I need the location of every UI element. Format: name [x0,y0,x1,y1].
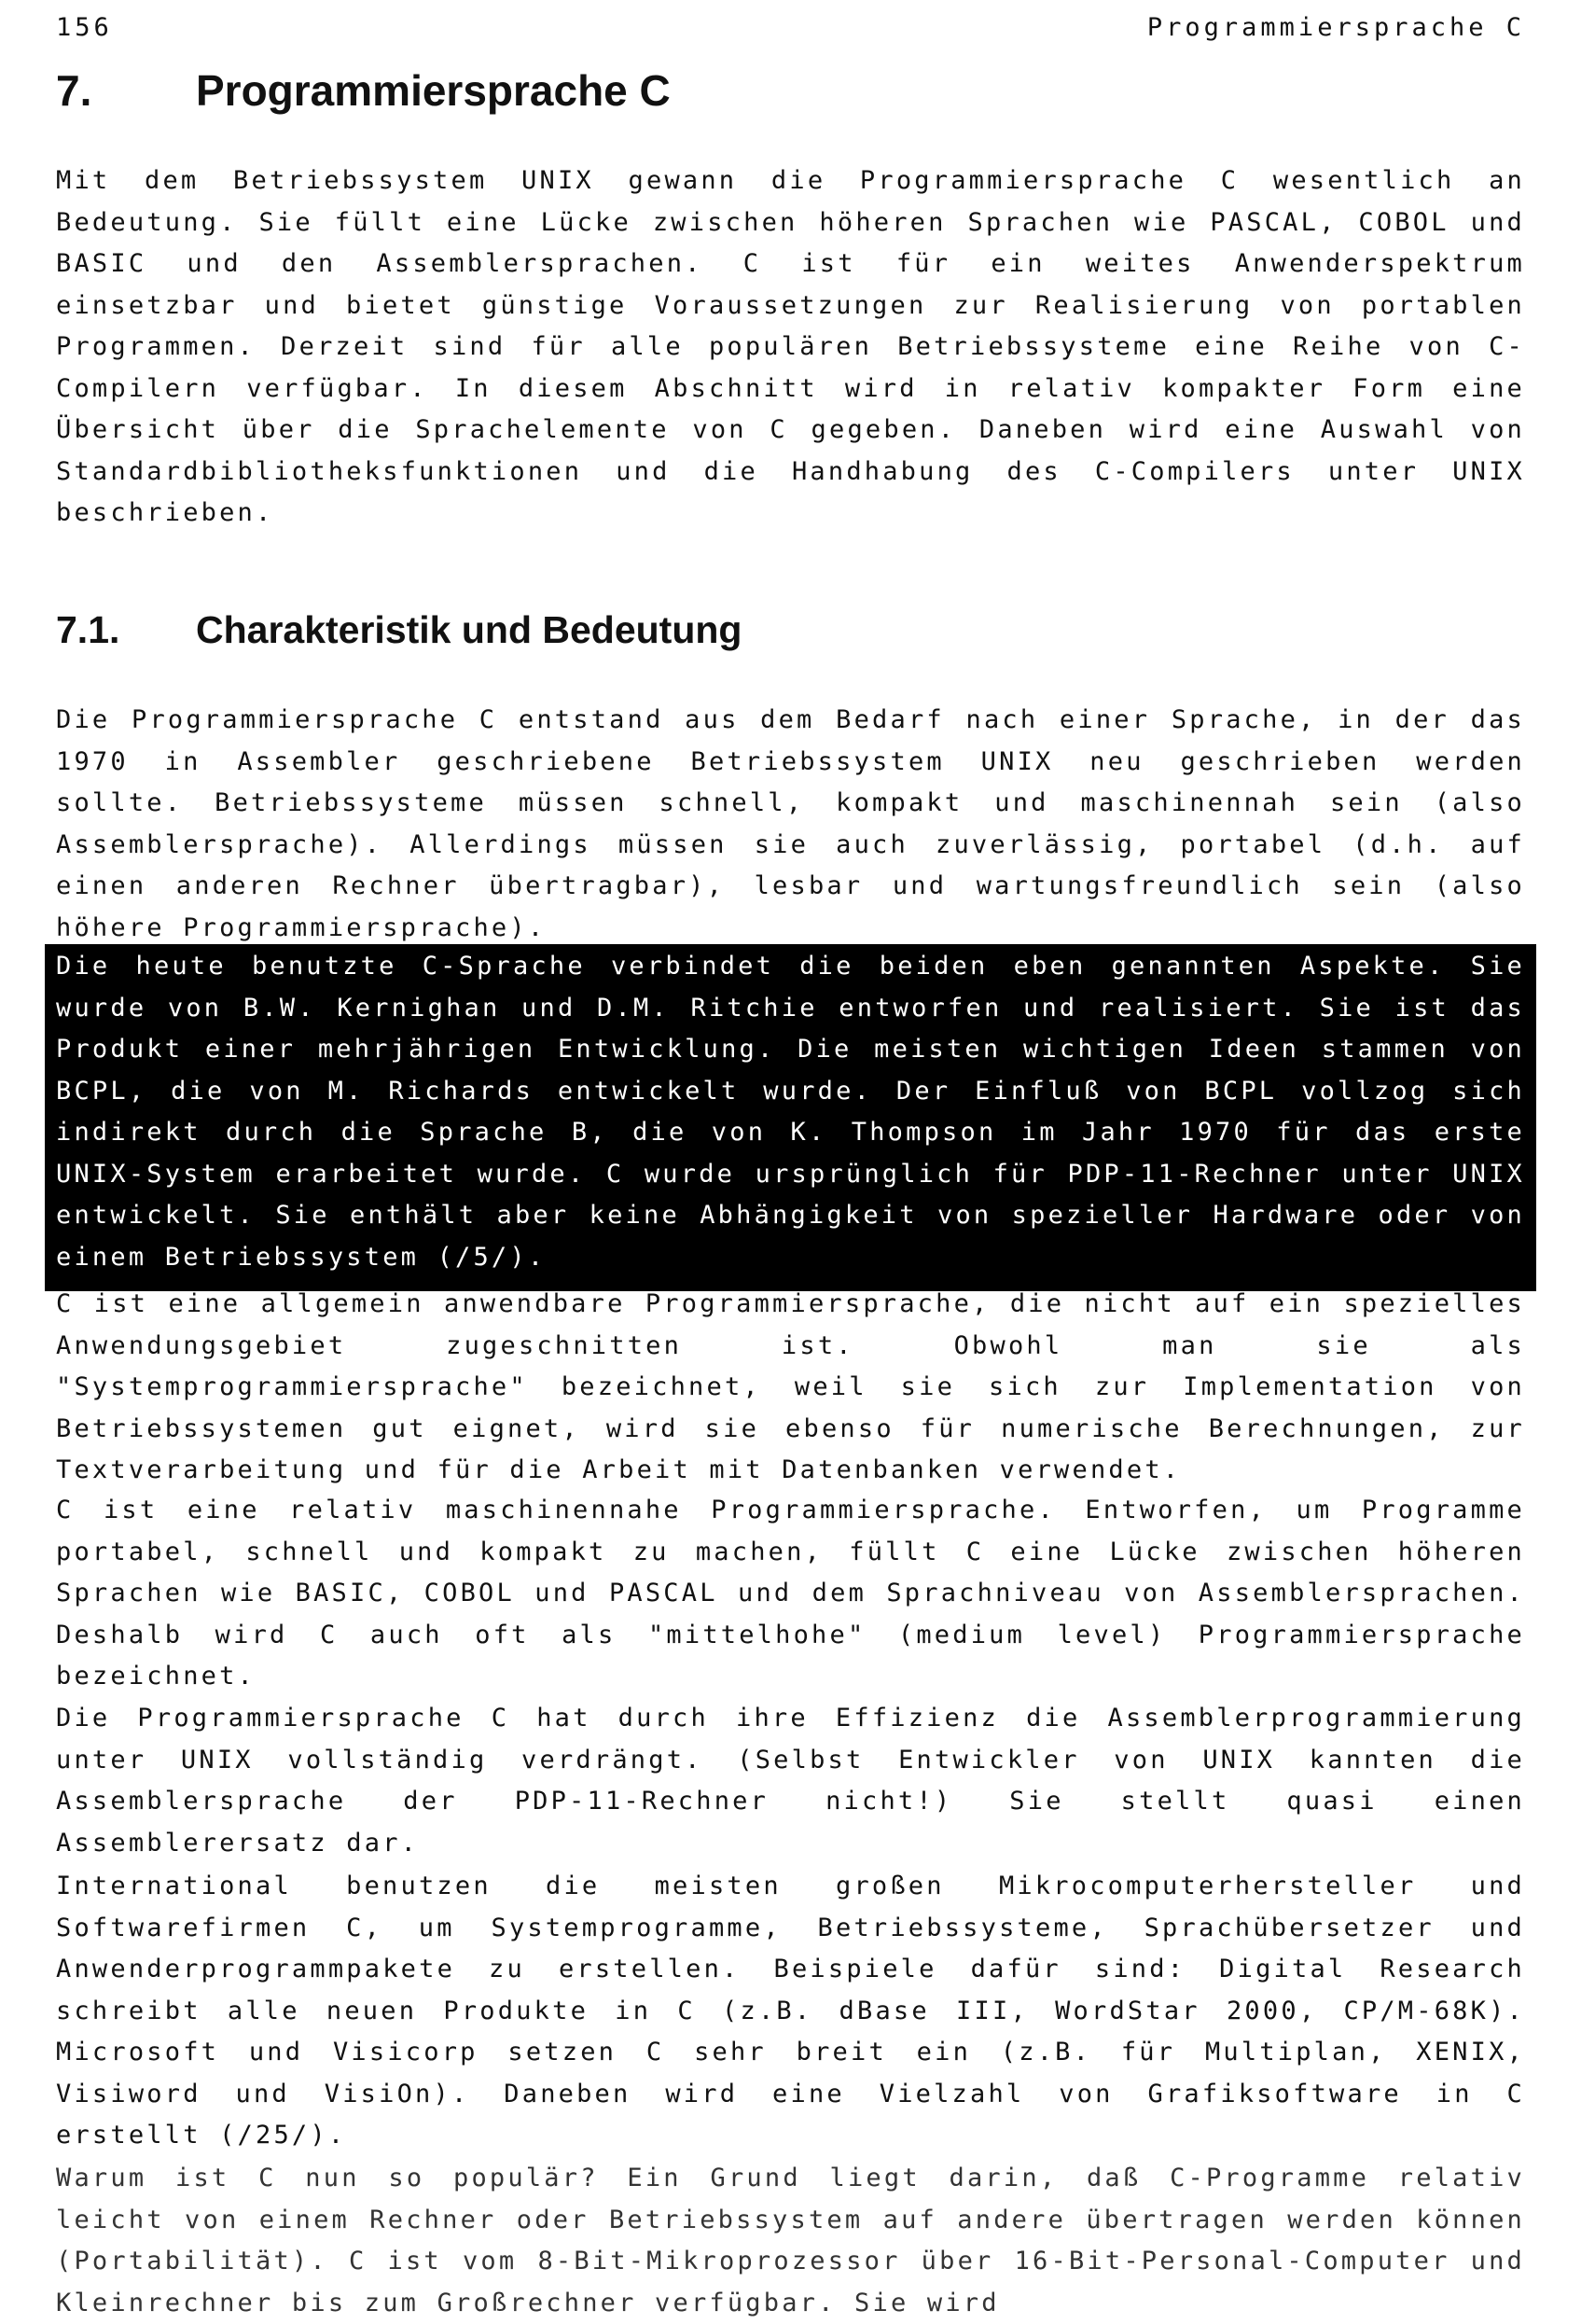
page-number: 156 [56,13,113,42]
section-paragraph-portability: Warum ist C nun so populär? Ein Grund liegt darin, daß C-Programme relativ leicht von einem Rechner oder Betriebssystem auf andere übertragen werden können (Portabilität). C ist vom 8-Bit-Mikroprozessor über 16-Bit-Personal-Computer und Kleinrechner bis zum Großrechner verfügbar. Sie wird [56,2164,1525,2317]
section-title: Charakteristik und Bedeutung [196,608,742,651]
running-header [56,13,1525,50]
section-paragraph-origin: Die Programmiersprache C entstand aus dem Bedarf nach einer Sprache, in der das 1970 in Assembler geschriebene Betriebssystem UNIX neu geschrieben werden sollte. Betriebssysteme müssen schnell, kompakt und maschinennah sein (also Assemblersprache). Allerdings müssen sie auch zuverlässig, portabel (d.h. auf einen anderen Rechner übertragbar), lesbar und wartungsfreundlich sein (also höhere Programmiersprache). [56,705,1525,942]
section-paragraph-machine-near: C ist eine relativ maschinennahe Programmiersprache. Entworfen, um Programme portabel, schnell und kompakt zu machen, füllt C eine Lücke zwischen höheren Sprachen wie BASIC, COBOL und PASCAL und dem Sprachniveau von Assemblersprachen. Deshalb wird C auch oft als "mittelhohe" (medium level) Programmiersprache bezeichnet. [56,1496,1525,1691]
chapter-heading [56,65,671,116]
section-number: 7.1. [56,608,120,651]
section-paragraph-highlighted: Die heute benutzte C-Sprache verbindet die beiden eben genannten Aspekte. Sie wurde von B.W. Kernighan und D.M. Ritchie entworfen und realisiert. Sie ist das Produkt einer mehrjährigen Entwicklung. Die meisten wichtigen Ideen stammen von BCPL, die von M. Richards entwickelt wurde. Der Einfluß von BCPL vollzog sich indirekt durch die Sprache B, die von K. Thompson im Jahr 1970 für das erste UNIX-System erarbeitet wurde. C wurde ursprünglich für PDP-11-Rechner unter UNIX entwickelt. Sie enthält aber keine Abhängigkeit von spezieller Hardware oder von einem Betriebssystem (/5/). [45,944,1536,1291]
section-paragraph-general-purpose: C ist eine allgemein anwendbare Programmiersprache, die nicht auf ein spezielles Anwendungsgebiet zugeschnitten ist. Obwohl man sie als "Systemprogrammiersprache" bezeichnet, weil sie sich zur Implementation von Betriebssystemen gut eignet, wird sie ebenso für numerische Berechnungen, zur Textverarbeitung und für die Arbeit mit Datenbanken verwendet. [56,1289,1525,1484]
section-paragraph-assembler: Die Programmiersprache C hat durch ihre Effizienz die Assemblerprogrammierung unter UNIX vollständig verdrängt. (Selbst Entwickler von UNIX kannten die Assemblersprache der PDP-11-Rechner nicht!) Sie stellt quasi einen Assemblerersatz dar. [56,1704,1525,1858]
intro-paragraph: Mit dem Betriebssystem UNIX gewann die Programmiersprache C wesentlich an Bedeutung. Sie füllt eine Lücke zwischen höheren Sprachen wie PASCAL, COBOL und BASIC und den Assemblersprachen. C ist für ein weites Anwenderspektrum einsetzbar und bietet günstige Voraussetzungen zur Realisierung von portablen Programmen. Derzeit sind für alle populären Betriebssysteme eine Reihe von C-Compilern verfügbar. In diesem Abschnitt wird in relativ kompakter Form eine Übersicht über die Sprachelemente von C gegeben. Daneben wird eine Auswahl von Standardbibliotheksfunktionen und die Handhabung des C-Compilers unter UNIX beschrieben. [56,166,1525,527]
chapter-title: Programmiersprache C [196,66,671,115]
running-title: Programmiersprache C [1146,13,1525,42]
section-heading [56,608,742,652]
section-paragraph-industry: International benutzen die meisten großen Mikrocomputerhersteller und Softwarefirmen C, um Systemprogramme, Betriebssysteme, Sprachübersetzer und Anwenderprogrammpakete zu erstellen. Beispiele dafür sind: Digital Research schreibt alle neuen Produkte in C (z.B. dBase III, WordStar 2000, CP/M-68K). Microsoft und Visicorp setzen C sehr breit ein (z.B. für Multiplan, XENIX, Visiword und VisiOn). Daneben wird eine Vielzahl von Grafiksoftware in C erstellt (/25/). [56,1872,1525,2150]
chapter-number: 7. [56,66,92,115]
